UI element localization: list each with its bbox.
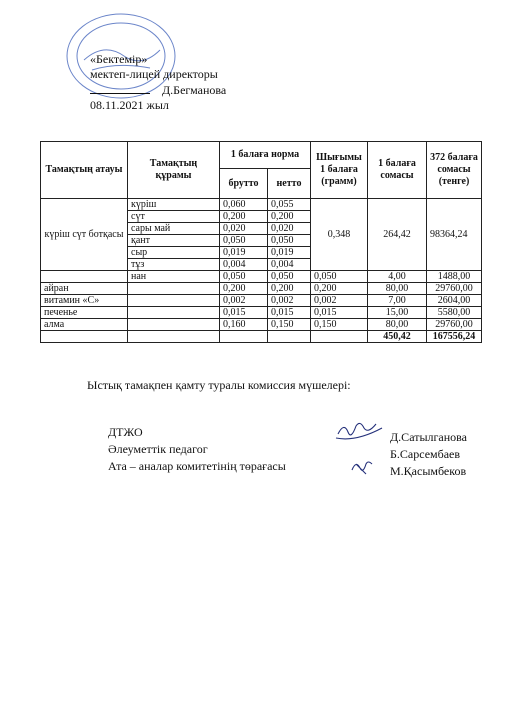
- item-name: алма: [41, 319, 128, 331]
- empty-cell: [268, 331, 311, 343]
- ingredient-cell: сүт: [128, 211, 220, 223]
- porridge-total: 98364,24: [427, 199, 482, 271]
- header-brutto: брутто: [220, 169, 268, 199]
- director-name: Д.Бегманова: [162, 83, 227, 97]
- netto-cell: 0,055: [268, 199, 311, 211]
- item-name: печенье: [41, 307, 128, 319]
- empty-cell: [220, 331, 268, 343]
- price-one-cell: 4,00: [368, 271, 427, 283]
- brutto-cell: 0,060: [220, 199, 268, 211]
- table-row: [41, 307, 482, 319]
- empty-cell: [128, 307, 220, 319]
- director-position: мектеп-лицей директоры: [90, 67, 218, 81]
- netto-cell: 0,150: [268, 319, 311, 331]
- yield-cell: 0,200: [311, 283, 368, 295]
- ingredient-cell: сыр: [128, 247, 220, 259]
- menu-table: [40, 141, 482, 343]
- price-one-cell: 80,00: [368, 319, 427, 331]
- grand-total: 167556,24: [427, 331, 482, 343]
- item-name: витамин «С»: [41, 295, 128, 307]
- total-cell: 5580,00: [427, 307, 482, 319]
- header-total: 372 балаға сомасы (тенге): [427, 142, 482, 199]
- approval-date: 08.11.2021 жыл: [90, 98, 169, 112]
- approval-block: [90, 52, 226, 113]
- netto-cell: 0,004: [268, 259, 311, 271]
- brutto-cell: 0,019: [220, 247, 268, 259]
- total-cell: 29760,00: [427, 319, 482, 331]
- member-role: Әлеуметтік педагог: [108, 442, 208, 456]
- table-header-row: [41, 142, 482, 169]
- empty-cell: [41, 331, 128, 343]
- total-price-one: 450,42: [368, 331, 427, 343]
- table-row: [41, 199, 482, 211]
- table-row: [41, 283, 482, 295]
- price-one-cell: 7,00: [368, 295, 427, 307]
- header-yield: Шығымы 1 балаға (грамм): [311, 142, 368, 199]
- member-name: Б.Сарсембаев: [390, 447, 461, 461]
- empty-cell: [128, 331, 220, 343]
- item-name: айран: [41, 283, 128, 295]
- empty-cell: [128, 283, 220, 295]
- porridge-price-one: 264,42: [368, 199, 427, 271]
- ingredient-cell: қант: [128, 235, 220, 247]
- netto-cell: 0,015: [268, 307, 311, 319]
- price-one-cell: 80,00: [368, 283, 427, 295]
- brutto-cell: 0,050: [220, 235, 268, 247]
- commission-title: Ыстық тамақпен қамту туралы комиссия мүшелері:: [87, 378, 351, 392]
- yield-cell: 0,050: [311, 271, 368, 283]
- table-row: [41, 295, 482, 307]
- member-name: Д.Сатылганова: [390, 430, 468, 444]
- total-cell: 1488,00: [427, 271, 482, 283]
- total-cell: 29760,00: [427, 283, 482, 295]
- empty-cell: [128, 319, 220, 331]
- brutto-cell: 0,002: [220, 295, 268, 307]
- member-role: ДТЖО: [108, 425, 143, 439]
- ingredient-cell: нан: [128, 271, 220, 283]
- brutto-cell: 0,200: [220, 211, 268, 223]
- empty-cell: [41, 271, 128, 283]
- school-name: «Бектемір»: [90, 52, 148, 66]
- netto-cell: 0,200: [268, 211, 311, 223]
- commission-names: [390, 429, 467, 480]
- ingredient-cell: сары май: [128, 223, 220, 235]
- netto-cell: 0,020: [268, 223, 311, 235]
- yield-cell: 0,150: [311, 319, 368, 331]
- netto-cell: 0,200: [268, 283, 311, 295]
- header-price-one: 1 балаға сомасы: [368, 142, 427, 199]
- header-netto: нетто: [268, 169, 311, 199]
- header-norm: 1 балаға норма: [220, 142, 311, 169]
- member-name: М.Қасымбеков: [390, 464, 467, 478]
- brutto-cell: 0,015: [220, 307, 268, 319]
- brutto-cell: 0,020: [220, 223, 268, 235]
- netto-cell: 0,019: [268, 247, 311, 259]
- director-signature-line: [90, 82, 150, 94]
- netto-cell: 0,002: [268, 295, 311, 307]
- brutto-cell: 0,050: [220, 271, 268, 283]
- brutto-cell: 0,004: [220, 259, 268, 271]
- porridge-yield: 0,348: [311, 199, 368, 271]
- brutto-cell: 0,200: [220, 283, 268, 295]
- total-cell: 2604,00: [427, 295, 482, 307]
- header-ingredients: Тамақтың құрамы: [128, 142, 220, 199]
- netto-cell: 0,050: [268, 271, 311, 283]
- price-one-cell: 15,00: [368, 307, 427, 319]
- table-row: [41, 319, 482, 331]
- dish-name: күріш сүт ботқасы: [41, 199, 128, 271]
- table-row: [41, 271, 482, 283]
- header-dish: Тамақтың атауы: [41, 142, 128, 199]
- totals-row: [41, 331, 482, 343]
- empty-cell: [311, 331, 368, 343]
- ingredient-cell: күріш: [128, 199, 220, 211]
- netto-cell: 0,050: [268, 235, 311, 247]
- empty-cell: [128, 295, 220, 307]
- ingredient-cell: тұз: [128, 259, 220, 271]
- brutto-cell: 0,160: [220, 319, 268, 331]
- commission-roles: [108, 424, 286, 475]
- yield-cell: 0,002: [311, 295, 368, 307]
- member-signatures: [330, 418, 390, 480]
- yield-cell: 0,015: [311, 307, 368, 319]
- member-role: Ата – аналар комитетінің төрағасы: [108, 459, 286, 473]
